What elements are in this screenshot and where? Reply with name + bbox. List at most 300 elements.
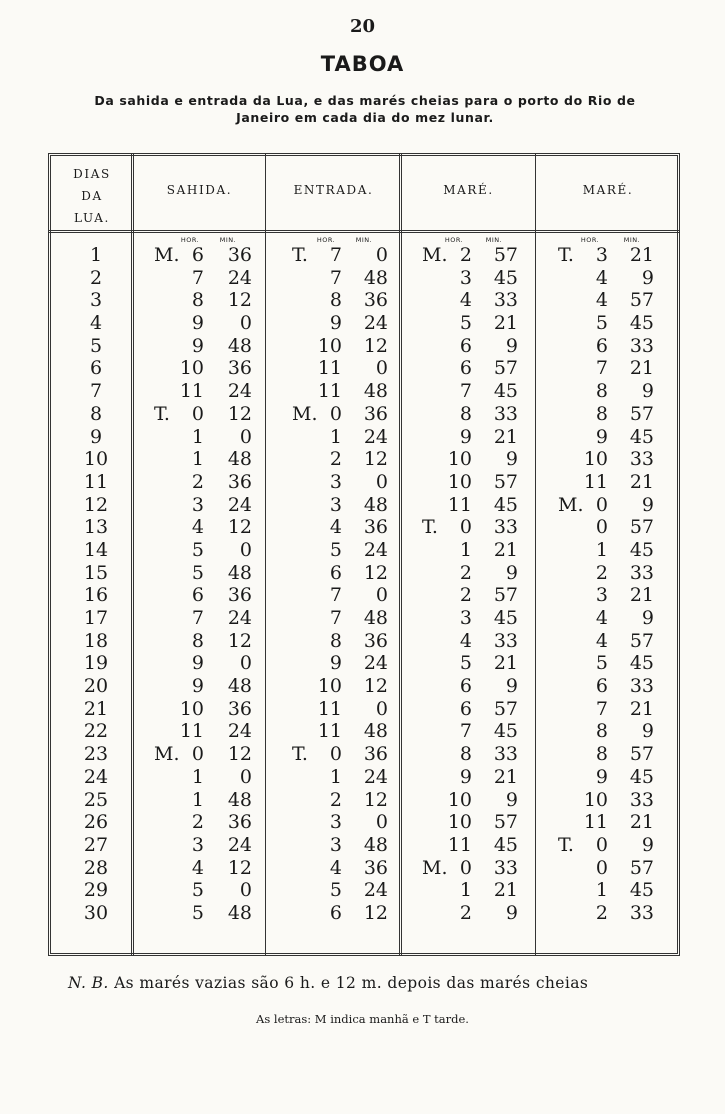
sahida-hour: 5 xyxy=(191,901,204,924)
sahida-minute: 12 xyxy=(227,629,252,652)
entrada-hour: 2 xyxy=(329,448,342,471)
day-cell: 4 xyxy=(89,312,103,335)
mare1-minute: 33 xyxy=(493,856,518,879)
day-cell: 22 xyxy=(83,720,109,743)
entrada-minute: 48 xyxy=(363,720,388,743)
sahida-hour: 10 xyxy=(179,697,204,720)
mare1-minute: 45 xyxy=(493,493,518,516)
day-cell: 6 xyxy=(89,357,103,380)
entrada-hour: 7 xyxy=(329,584,342,607)
day-cell: 13 xyxy=(83,516,109,539)
table-row xyxy=(0,857,725,880)
sahida-hour: 9 xyxy=(191,652,204,675)
entrada-hour: 6 xyxy=(329,561,342,584)
mare2-minute: 45 xyxy=(629,879,654,902)
mare1-minute: 57 xyxy=(493,357,518,380)
table-row xyxy=(0,562,725,585)
mare1-minute: 57 xyxy=(493,584,518,607)
sahida-hour: 1 xyxy=(191,425,204,448)
sahida-hour: 0 xyxy=(191,743,204,766)
entrada-minute: 0 xyxy=(375,357,388,380)
entrada-period: T. xyxy=(292,244,308,266)
mare1-hour: 11 xyxy=(447,833,472,856)
sahida-hour: 8 xyxy=(191,629,204,652)
mare2-hour: 0 xyxy=(595,833,608,856)
mare1-hour: 3 xyxy=(459,607,472,629)
table-row xyxy=(0,244,725,267)
entrada-minute: 12 xyxy=(363,334,388,357)
mare1-minute: 9 xyxy=(505,448,518,471)
mare2-minute: 33 xyxy=(629,448,654,471)
table-row xyxy=(0,743,725,766)
subtitle-line-2: Janeiro em cada dia do mez lunar. xyxy=(236,110,494,125)
entrada-minute: 48 xyxy=(363,380,388,403)
day-cell: 5 xyxy=(89,334,103,357)
table-row xyxy=(0,335,725,358)
day-cell: 24 xyxy=(83,765,109,788)
day-cell: 18 xyxy=(83,629,109,652)
sahida-hour: 4 xyxy=(191,856,204,879)
mare2-minute: 57 xyxy=(629,743,654,766)
mare2-minute: 57 xyxy=(629,629,654,652)
header-dias-line: LUA. xyxy=(74,211,110,225)
mare2-minute: 9 xyxy=(641,380,654,403)
day-cell: 30 xyxy=(83,901,109,924)
mare1-minute: 9 xyxy=(505,675,518,698)
day-cell: 29 xyxy=(83,879,109,902)
mare1-minute: 33 xyxy=(493,629,518,652)
day-cell: 21 xyxy=(83,697,109,720)
mare1-hour: 6 xyxy=(459,697,472,720)
sahida-minute: 36 xyxy=(227,584,252,607)
day-cell: 19 xyxy=(83,652,109,675)
entrada-minute: 24 xyxy=(363,425,388,448)
header-mare-1: MARÉ. xyxy=(443,183,494,197)
mare2-hour: 5 xyxy=(595,312,608,335)
unit-min: MIN. xyxy=(219,236,237,244)
day-cell: 3 xyxy=(89,289,103,312)
mare1-minute: 57 xyxy=(493,697,518,720)
sahida-minute: 0 xyxy=(239,879,252,902)
mare2-hour: 8 xyxy=(595,380,608,403)
table-row xyxy=(0,289,725,312)
entrada-minute: 0 xyxy=(375,697,388,720)
entrada-hour: 9 xyxy=(329,312,342,335)
mare1-minute: 21 xyxy=(493,425,518,448)
mare2-minute: 9 xyxy=(641,833,654,856)
sahida-minute: 24 xyxy=(227,720,252,743)
mare2-hour: 4 xyxy=(595,607,608,629)
table-row xyxy=(0,879,725,902)
mare1-hour: 10 xyxy=(447,811,472,834)
mare1-hour: 3 xyxy=(459,266,472,289)
day-cell: 11 xyxy=(83,470,109,493)
mare2-hour: 0 xyxy=(595,516,608,539)
sahida-minute: 36 xyxy=(227,244,252,266)
day-cell: 27 xyxy=(83,833,109,856)
mare2-minute: 57 xyxy=(629,402,654,425)
mare2-hour: 11 xyxy=(583,811,608,834)
entrada-minute: 24 xyxy=(363,312,388,335)
sahida-minute: 0 xyxy=(239,312,252,335)
mare1-minute: 45 xyxy=(493,720,518,743)
day-cell: 28 xyxy=(83,856,109,879)
day-cell: 12 xyxy=(83,493,109,516)
sahida-hour: 9 xyxy=(191,675,204,698)
entrada-hour: 10 xyxy=(317,334,342,357)
mare2-minute: 21 xyxy=(629,357,654,380)
table-row xyxy=(0,448,725,471)
sahida-minute: 12 xyxy=(227,743,252,766)
mare1-minute: 33 xyxy=(493,516,518,539)
sahida-period: M. xyxy=(154,743,180,766)
sahida-hour: 2 xyxy=(191,811,204,834)
sahida-hour: 6 xyxy=(191,244,204,266)
table-row xyxy=(0,516,725,539)
table-row xyxy=(0,471,725,494)
sahida-minute: 12 xyxy=(227,402,252,425)
sahida-minute: 48 xyxy=(227,561,252,584)
entrada-minute: 12 xyxy=(363,901,388,924)
mare1-hour: 6 xyxy=(459,357,472,380)
sahida-hour: 5 xyxy=(191,538,204,561)
mare2-hour: 8 xyxy=(595,720,608,743)
entrada-minute: 12 xyxy=(363,675,388,698)
table-row xyxy=(0,403,725,426)
sahida-minute: 24 xyxy=(227,607,252,629)
sahida-minute: 48 xyxy=(227,788,252,811)
sahida-hour: 10 xyxy=(179,357,204,380)
mare1-hour: 6 xyxy=(459,334,472,357)
entrada-hour: 9 xyxy=(329,652,342,675)
mare1-minute: 45 xyxy=(493,380,518,403)
day-cell: 20 xyxy=(83,675,109,698)
subtitle xyxy=(40,92,690,126)
sahida-hour: 5 xyxy=(191,561,204,584)
table-row xyxy=(0,630,725,653)
sahida-minute: 36 xyxy=(227,697,252,720)
mare2-minute: 45 xyxy=(629,765,654,788)
entrada-hour: 8 xyxy=(329,629,342,652)
mare2-hour: 10 xyxy=(583,788,608,811)
mare1-hour: 5 xyxy=(459,652,472,675)
sahida-minute: 0 xyxy=(239,425,252,448)
entrada-minute: 48 xyxy=(363,493,388,516)
entrada-hour: 3 xyxy=(329,811,342,834)
sahida-hour: 9 xyxy=(191,312,204,335)
mare1-period: M. xyxy=(422,856,448,879)
day-cell: 16 xyxy=(83,584,109,607)
mare1-period: T. xyxy=(422,516,438,539)
entrada-hour: 10 xyxy=(317,675,342,698)
entrada-hour: 1 xyxy=(329,765,342,788)
sahida-hour: 1 xyxy=(191,788,204,811)
mare2-minute: 57 xyxy=(629,856,654,879)
mare1-hour: 4 xyxy=(459,289,472,312)
entrada-hour: 0 xyxy=(329,743,342,766)
unit-hor: HOR. xyxy=(316,236,336,244)
table-row xyxy=(0,584,725,607)
entrada-hour: 3 xyxy=(329,493,342,516)
sahida-minute: 48 xyxy=(227,334,252,357)
mare2-period: T. xyxy=(558,833,574,856)
table-row xyxy=(0,675,725,698)
header-dias-line: DIAS xyxy=(73,167,111,181)
header-mare-2: MARÉ. xyxy=(582,183,634,197)
entrada-period: M. xyxy=(292,402,318,425)
entrada-minute: 0 xyxy=(375,470,388,493)
table-row xyxy=(0,789,725,812)
entrada-hour: 11 xyxy=(317,720,342,743)
day-cell: 9 xyxy=(89,425,103,448)
mare2-hour: 7 xyxy=(595,697,608,720)
unit-hor: HOR. xyxy=(444,236,464,244)
mare2-minute: 21 xyxy=(629,244,654,266)
entrada-minute: 24 xyxy=(363,538,388,561)
mare2-minute: 21 xyxy=(629,470,654,493)
sahida-minute: 0 xyxy=(239,538,252,561)
mare2-minute: 9 xyxy=(641,720,654,743)
mare2-minute: 21 xyxy=(629,584,654,607)
table-row xyxy=(0,902,725,925)
day-cell: 8 xyxy=(89,402,103,425)
sahida-minute: 48 xyxy=(227,675,252,698)
mare2-hour: 9 xyxy=(595,425,608,448)
mare2-hour: 9 xyxy=(595,765,608,788)
day-cell: 10 xyxy=(83,448,109,471)
mare1-minute: 9 xyxy=(505,334,518,357)
mare2-minute: 9 xyxy=(641,266,654,289)
sahida-minute: 36 xyxy=(227,811,252,834)
entrada-minute: 36 xyxy=(363,402,388,425)
mare2-minute: 57 xyxy=(629,516,654,539)
entrada-minute: 12 xyxy=(363,788,388,811)
mare2-minute: 21 xyxy=(629,697,654,720)
entrada-minute: 24 xyxy=(363,652,388,675)
entrada-minute: 12 xyxy=(363,561,388,584)
entrada-hour: 5 xyxy=(329,538,342,561)
mare2-minute: 33 xyxy=(629,901,654,924)
entrada-hour: 4 xyxy=(329,856,342,879)
entrada-minute: 36 xyxy=(363,289,388,312)
entrada-hour: 0 xyxy=(329,402,342,425)
day-cell: 26 xyxy=(83,811,109,834)
day-cell: 1 xyxy=(89,244,103,266)
entrada-minute: 24 xyxy=(363,879,388,902)
mare2-hour: 6 xyxy=(595,334,608,357)
mare1-hour: 8 xyxy=(459,402,472,425)
mare1-hour: 1 xyxy=(459,538,472,561)
entrada-minute: 0 xyxy=(375,244,388,266)
mare1-minute: 9 xyxy=(505,788,518,811)
entrada-hour: 4 xyxy=(329,516,342,539)
header-dias-line: DA xyxy=(81,189,103,203)
entrada-hour: 6 xyxy=(329,901,342,924)
entrada-hour: 7 xyxy=(329,266,342,289)
entrada-hour: 3 xyxy=(329,470,342,493)
mare2-period: M. xyxy=(558,493,584,516)
mare2-minute: 33 xyxy=(629,788,654,811)
sahida-minute: 24 xyxy=(227,493,252,516)
header-sahida: SAHIDA. xyxy=(166,183,233,197)
entrada-hour: 11 xyxy=(317,357,342,380)
entrada-minute: 24 xyxy=(363,765,388,788)
entrada-minute: 48 xyxy=(363,607,388,629)
sahida-hour: 1 xyxy=(191,448,204,471)
tide-table-body xyxy=(0,244,725,925)
sahida-minute: 36 xyxy=(227,357,252,380)
table-row xyxy=(0,312,725,335)
unit-hor: HOR. xyxy=(180,236,200,244)
mare2-minute: 45 xyxy=(629,312,654,335)
mare1-period: M. xyxy=(422,244,448,266)
mare2-hour: 1 xyxy=(595,538,608,561)
sahida-minute: 12 xyxy=(227,856,252,879)
day-cell: 17 xyxy=(83,607,109,629)
mare1-hour: 2 xyxy=(459,244,472,266)
mare2-hour: 1 xyxy=(595,879,608,902)
footnote-label: N. B. xyxy=(68,974,109,992)
mare1-minute: 57 xyxy=(493,244,518,266)
sahida-minute: 12 xyxy=(227,516,252,539)
mare2-hour: 2 xyxy=(595,901,608,924)
entrada-hour: 7 xyxy=(329,607,342,629)
mare1-minute: 9 xyxy=(505,561,518,584)
sahida-hour: 3 xyxy=(191,493,204,516)
sahida-hour: 7 xyxy=(191,266,204,289)
mare1-minute: 57 xyxy=(493,470,518,493)
mare2-minute: 9 xyxy=(641,493,654,516)
mare1-minute: 21 xyxy=(493,538,518,561)
sahida-minute: 24 xyxy=(227,266,252,289)
mare2-hour: 7 xyxy=(595,357,608,380)
sahida-period: T. xyxy=(154,402,170,425)
table-row xyxy=(0,357,725,380)
mare2-period: T. xyxy=(558,244,574,266)
table-row xyxy=(0,380,725,403)
mare1-hour: 2 xyxy=(459,561,472,584)
table-row xyxy=(0,766,725,789)
mare1-minute: 33 xyxy=(493,402,518,425)
sahida-hour: 9 xyxy=(191,334,204,357)
sahida-hour: 1 xyxy=(191,765,204,788)
sahida-hour: 7 xyxy=(191,607,204,629)
sahida-hour: 11 xyxy=(179,380,204,403)
mare2-minute: 9 xyxy=(641,607,654,629)
sahida-minute: 48 xyxy=(227,901,252,924)
day-cell: 23 xyxy=(83,743,109,766)
entrada-minute: 36 xyxy=(363,743,388,766)
mare1-hour: 2 xyxy=(459,584,472,607)
sahida-hour: 5 xyxy=(191,879,204,902)
sahida-hour: 2 xyxy=(191,470,204,493)
entrada-minute: 48 xyxy=(363,266,388,289)
day-cell: 15 xyxy=(83,561,109,584)
mare2-minute: 45 xyxy=(629,538,654,561)
table-row xyxy=(0,698,725,721)
table-row xyxy=(0,539,725,562)
day-cell: 25 xyxy=(83,788,109,811)
entrada-hour: 1 xyxy=(329,425,342,448)
sahida-hour: 11 xyxy=(179,720,204,743)
mare1-minute: 45 xyxy=(493,607,518,629)
entrada-hour: 5 xyxy=(329,879,342,902)
table-row xyxy=(0,267,725,290)
mare2-hour: 8 xyxy=(595,402,608,425)
mare2-minute: 33 xyxy=(629,561,654,584)
entrada-hour: 7 xyxy=(329,244,342,266)
mare1-hour: 9 xyxy=(459,765,472,788)
mare1-hour: 7 xyxy=(459,380,472,403)
mare1-hour: 0 xyxy=(459,856,472,879)
subtitle-line-1: Da sahida e entrada da Lua, e das marés cheias para o porto do Rio de xyxy=(94,93,636,108)
mare2-minute: 33 xyxy=(629,675,654,698)
unit-hor: HOR. xyxy=(580,236,600,244)
mare2-hour: 11 xyxy=(583,470,608,493)
mare2-minute: 45 xyxy=(629,652,654,675)
entrada-minute: 12 xyxy=(363,448,388,471)
table-row xyxy=(0,426,725,449)
header-dias-da-lua xyxy=(50,163,134,229)
mare1-hour: 7 xyxy=(459,720,472,743)
unit-min: MIN. xyxy=(485,236,503,244)
day-cell: 14 xyxy=(83,538,109,561)
mare2-hour: 0 xyxy=(595,493,608,516)
mare2-hour: 10 xyxy=(583,448,608,471)
sahida-hour: 3 xyxy=(191,833,204,856)
entrada-hour: 2 xyxy=(329,788,342,811)
header-entrada: ENTRADA. xyxy=(293,183,374,197)
mare2-minute: 45 xyxy=(629,425,654,448)
table-row xyxy=(0,652,725,675)
mare1-minute: 21 xyxy=(493,312,518,335)
footnote-text: As marés vazias são 6 h. e 12 m. depois das marés cheias xyxy=(114,974,589,992)
mare1-hour: 10 xyxy=(447,448,472,471)
sahida-minute: 12 xyxy=(227,289,252,312)
mare1-minute: 33 xyxy=(493,289,518,312)
mare2-hour: 5 xyxy=(595,652,608,675)
table-row xyxy=(0,494,725,517)
mare2-hour: 6 xyxy=(595,675,608,698)
sahida-minute: 24 xyxy=(227,833,252,856)
table-row xyxy=(0,720,725,743)
mare1-hour: 8 xyxy=(459,743,472,766)
mare2-hour: 3 xyxy=(595,584,608,607)
mare1-minute: 33 xyxy=(493,743,518,766)
day-cell: 2 xyxy=(89,266,103,289)
sahida-minute: 48 xyxy=(227,448,252,471)
entrada-hour: 11 xyxy=(317,697,342,720)
sahida-hour: 8 xyxy=(191,289,204,312)
day-cell: 7 xyxy=(89,380,103,403)
sahida-hour: 0 xyxy=(191,402,204,425)
mare1-minute: 45 xyxy=(493,266,518,289)
header-rule xyxy=(48,230,680,233)
entrada-minute: 36 xyxy=(363,629,388,652)
entrada-minute: 0 xyxy=(375,811,388,834)
entrada-hour: 3 xyxy=(329,833,342,856)
entrada-hour: 8 xyxy=(329,289,342,312)
mare1-minute: 21 xyxy=(493,879,518,902)
mare2-hour: 8 xyxy=(595,743,608,766)
mare2-hour: 4 xyxy=(595,266,608,289)
sahida-minute: 0 xyxy=(239,765,252,788)
legend-text: As letras: M indica manhã e T tarde. xyxy=(256,1012,469,1026)
sahida-hour: 6 xyxy=(191,584,204,607)
mare2-hour: 4 xyxy=(595,629,608,652)
mare1-hour: 9 xyxy=(459,425,472,448)
entrada-hour: 11 xyxy=(317,380,342,403)
